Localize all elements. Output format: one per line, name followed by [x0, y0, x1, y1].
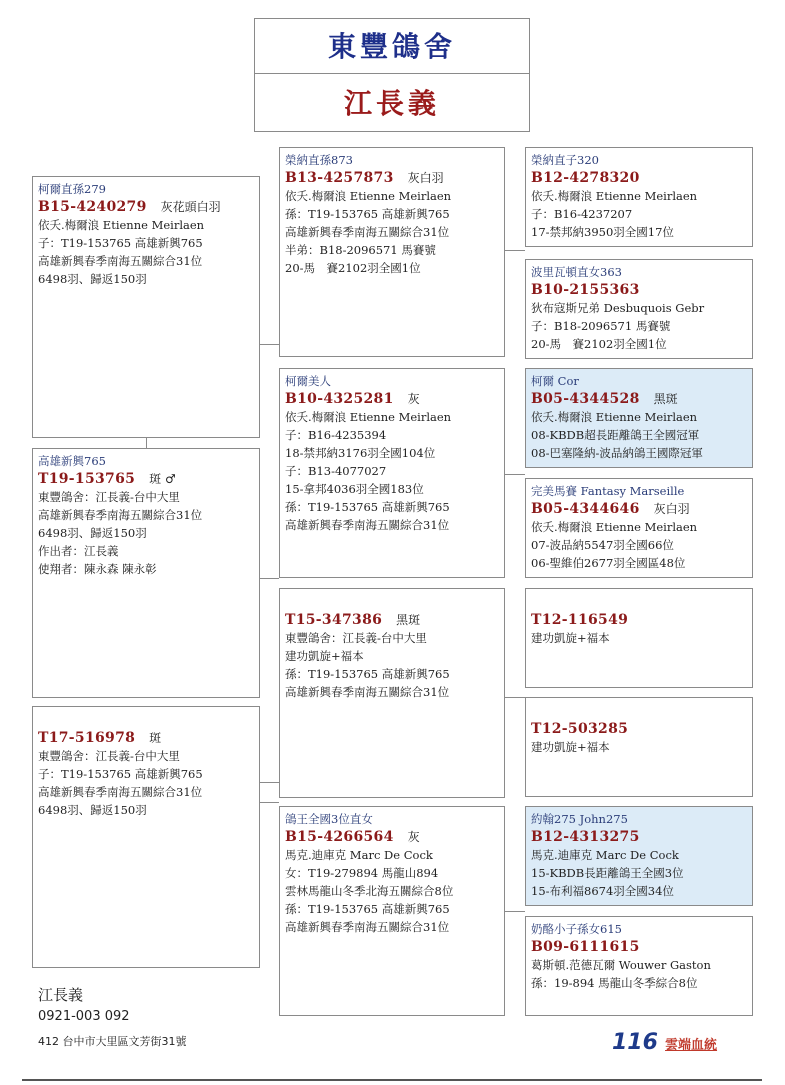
- pedigree-box-sire: [32, 176, 260, 438]
- info-line: 20-馬 賽2102羽全國1位: [285, 261, 421, 275]
- info-line: 15-布利福8674羽全國34位: [531, 884, 674, 898]
- pedigree-box-subject: [32, 448, 260, 698]
- info-line: 依夭.梅爾浪 Etienne Meirlaen: [38, 218, 205, 232]
- info-line: 東豐鴿舍：江長義-台中大里: [38, 490, 180, 504]
- pedigree-box-sire-sire: [279, 147, 505, 357]
- bird-color: 灰: [407, 392, 420, 406]
- info-line: 17-禁邦納3950羽全國17位: [531, 225, 674, 239]
- ring-number: B15-4240279: [38, 199, 147, 215]
- ring-row: [38, 470, 254, 488]
- connector-line: [504, 911, 525, 912]
- bird-label: 奶酪小子孫女615: [531, 922, 622, 936]
- info-line: 建功凱旋+福本: [531, 631, 610, 645]
- bird-color: 灰: [407, 830, 420, 844]
- ring-row: [285, 611, 499, 629]
- info-line: 東豐鴿舍：江長義-台中大里: [285, 631, 427, 645]
- pedigree-box-sire-dam: [279, 368, 505, 578]
- info-line: 06-聖維伯2677羽全國區48位: [531, 556, 686, 570]
- info-line: 依夭.梅爾浪 Etienne Meirlaen: [285, 410, 452, 424]
- owner-address: 412 台中市大里區文芳街31號: [38, 1035, 187, 1048]
- info-line: 子：T19-153765 高雄新興765: [38, 236, 203, 250]
- pedigree-box-ssd: [525, 259, 753, 359]
- info-line: 07-波品納5547羽全國66位: [531, 538, 674, 552]
- info-line: 6498羽、歸返150羽: [38, 803, 147, 817]
- ring-number: B12-4278320: [531, 170, 640, 186]
- info-line: 半弟：B18-2096571 馬賽號: [285, 243, 436, 257]
- info-line: 作出者：江長義: [38, 544, 119, 558]
- bird-color: 灰花頭白羽: [160, 200, 221, 214]
- info-line: 孫：T19-153765 高雄新興765: [285, 500, 450, 514]
- breeder-name: 江長義: [343, 87, 440, 120]
- info-line: 建功凱旋+福本: [285, 649, 364, 663]
- pedigree-box-dss: [525, 588, 753, 688]
- bird-label: 完美馬賽 Fantasy Marseille: [531, 484, 685, 498]
- info-line: 子：B13-4077027: [285, 464, 387, 478]
- info-line: 15-KBDB長距離鴿王全國3位: [531, 866, 684, 880]
- ring-row: [531, 390, 747, 408]
- info-line: 依夭.梅爾浪 Etienne Meirlaen: [531, 189, 698, 203]
- loft-name: 東豐鴿舍: [327, 30, 456, 63]
- connector-line: [259, 802, 279, 803]
- pedigree-box-sss: [525, 147, 753, 247]
- info-line: 使翔者：陳永森 陳永彰: [38, 562, 157, 576]
- bird-label: 約翰275 John275: [531, 812, 628, 826]
- info-line: 孫：T19-153765 高雄新興765: [285, 902, 450, 916]
- ring-number: T12-503285: [531, 721, 629, 737]
- info-line: 08-KBDB超長距離鴿王全國冠軍: [531, 428, 700, 442]
- logo-number: 116: [612, 1030, 658, 1055]
- ring-number: T12-116549: [531, 612, 629, 628]
- pedigree-box-dam-dam: [279, 806, 505, 1016]
- info-line: 依夭.梅爾浪 Etienne Meirlaen: [531, 520, 698, 534]
- info-line: 高雄新興春季南海五關綜合31位: [285, 685, 450, 699]
- connector-line: [259, 344, 279, 345]
- info-line: 依夭.梅爾浪 Etienne Meirlaen: [531, 410, 698, 424]
- info-line: 高雄新興春季南海五關綜合31位: [285, 920, 450, 934]
- ring-number: B05-4344528: [531, 391, 640, 407]
- pedigree-box-dam-sire: [279, 588, 505, 798]
- info-line: 6498羽、歸返150羽: [38, 272, 147, 286]
- connector-line: [504, 474, 525, 475]
- connector-line: [504, 250, 525, 251]
- ring-number: B05-4344646: [531, 501, 640, 517]
- bird-color: 灰白羽: [653, 502, 690, 516]
- pedigree-box-dds: [525, 806, 753, 906]
- info-line: 高雄新興春季南海五關綜合31位: [38, 254, 203, 268]
- ring-number: T17-516978: [38, 730, 136, 746]
- bottom-divider: [22, 1079, 762, 1081]
- info-line: 葛斯頓.范德瓦爾 Wouwer Gaston: [531, 958, 711, 972]
- info-line: 狄布寇斯兄弟 Desbuquois Gebr: [531, 301, 705, 315]
- ring-number: T19-153765: [38, 471, 136, 487]
- ring-number: B09-6111615: [531, 939, 640, 955]
- info-line: 15-拿邦4036羽全國183位: [285, 482, 424, 496]
- info-line: 20-馬 賽2102羽全國1位: [531, 337, 667, 351]
- connector-line: [259, 782, 279, 783]
- bird-color: 灰白羽: [407, 171, 444, 185]
- ring-row: [38, 198, 254, 216]
- ring-number: B12-4313275: [531, 829, 640, 845]
- ring-row: [38, 729, 254, 747]
- bird-color: 斑: [149, 731, 162, 745]
- bird-label: 榮納直子320: [531, 153, 599, 167]
- info-line: 女：T19-279894 馬龍山894: [285, 866, 439, 880]
- bird-label: 高雄新興765: [38, 454, 106, 468]
- info-line: 6498羽、歸返150羽: [38, 526, 147, 540]
- info-line: 08-巴塞隆納-波品納鴿王國際冠軍: [531, 446, 703, 460]
- pedigree-box-ddd: [525, 916, 753, 1016]
- ring-row: [285, 828, 499, 846]
- loft-title-box: [254, 18, 530, 74]
- connector-line: [504, 697, 525, 698]
- info-line: 高雄新興春季南海五關綜合31位: [285, 225, 450, 239]
- info-line: 子：T19-153765 高雄新興765: [38, 767, 203, 781]
- info-line: 子：B16-4235394: [285, 428, 387, 442]
- owner-phone: 0921-003 092: [38, 1009, 130, 1024]
- info-line: 高雄新興春季南海五關綜合31位: [38, 785, 203, 799]
- ring-number: B10-4325281: [285, 391, 394, 407]
- ring-row: [285, 169, 499, 187]
- ring-number: B15-4266564: [285, 829, 394, 845]
- ring-row: [285, 390, 499, 408]
- bird-color: 黑斑: [653, 392, 678, 406]
- info-line: 子：B16-4237207: [531, 207, 633, 221]
- ring-number: B13-4257873: [285, 170, 394, 186]
- pedigree-box-dam: [32, 706, 260, 968]
- bird-label: 柯爾 Cor: [531, 374, 579, 388]
- ring-number: T15-347386: [285, 612, 383, 628]
- bird-color: 斑 ♂: [149, 472, 176, 486]
- info-line: 建功凱旋+福本: [531, 740, 610, 754]
- owner-name: 江長義: [38, 986, 84, 1004]
- info-line: 孫：T19-153765 高雄新興765: [285, 667, 450, 681]
- info-line: 高雄新興春季南海五關綜合31位: [285, 518, 450, 532]
- info-line: 馬克.迪庫克 Marc De Cock: [285, 848, 433, 862]
- info-line: 雲林馬龍山冬季北海五關綜合8位: [285, 884, 454, 898]
- info-line: 子：B18-2096571 馬賽號: [531, 319, 671, 333]
- bird-label: 波里瓦頓直女363: [531, 265, 622, 279]
- connector-line: [259, 578, 279, 579]
- info-line: 孫：T19-153765 高雄新興765: [285, 207, 450, 221]
- breeder-title-box: [254, 73, 530, 132]
- bird-color: 黑斑: [396, 613, 421, 627]
- pedigree-box-dsd: [525, 697, 753, 797]
- pedigree-box-sdd: [525, 478, 753, 578]
- info-line: 馬克.迪庫克 Marc De Cock: [531, 848, 679, 862]
- info-line: 孫：19-894 馬龍山冬季綜合8位: [531, 976, 698, 990]
- logo-text: 雲端血統: [665, 1038, 718, 1053]
- info-line: 東豐鴿舍：江長義-台中大里: [38, 749, 180, 763]
- pedigree-box-sds: [525, 368, 753, 468]
- bird-label: 柯爾美人: [285, 374, 331, 388]
- bird-label: 柯爾直孫279: [38, 182, 106, 196]
- info-line: 18-禁邦納3176羽全國104位: [285, 446, 436, 460]
- info-line: 依夭.梅爾浪 Etienne Meirlaen: [285, 189, 452, 203]
- bird-label: 鴿王全國3位直女: [285, 812, 373, 826]
- bird-label: 榮納直孫873: [285, 153, 353, 167]
- site-logo: [612, 1030, 717, 1055]
- info-line: 高雄新興春季南海五關綜合31位: [38, 508, 203, 522]
- ring-number: B10-2155363: [531, 282, 640, 298]
- ring-row: [531, 500, 747, 518]
